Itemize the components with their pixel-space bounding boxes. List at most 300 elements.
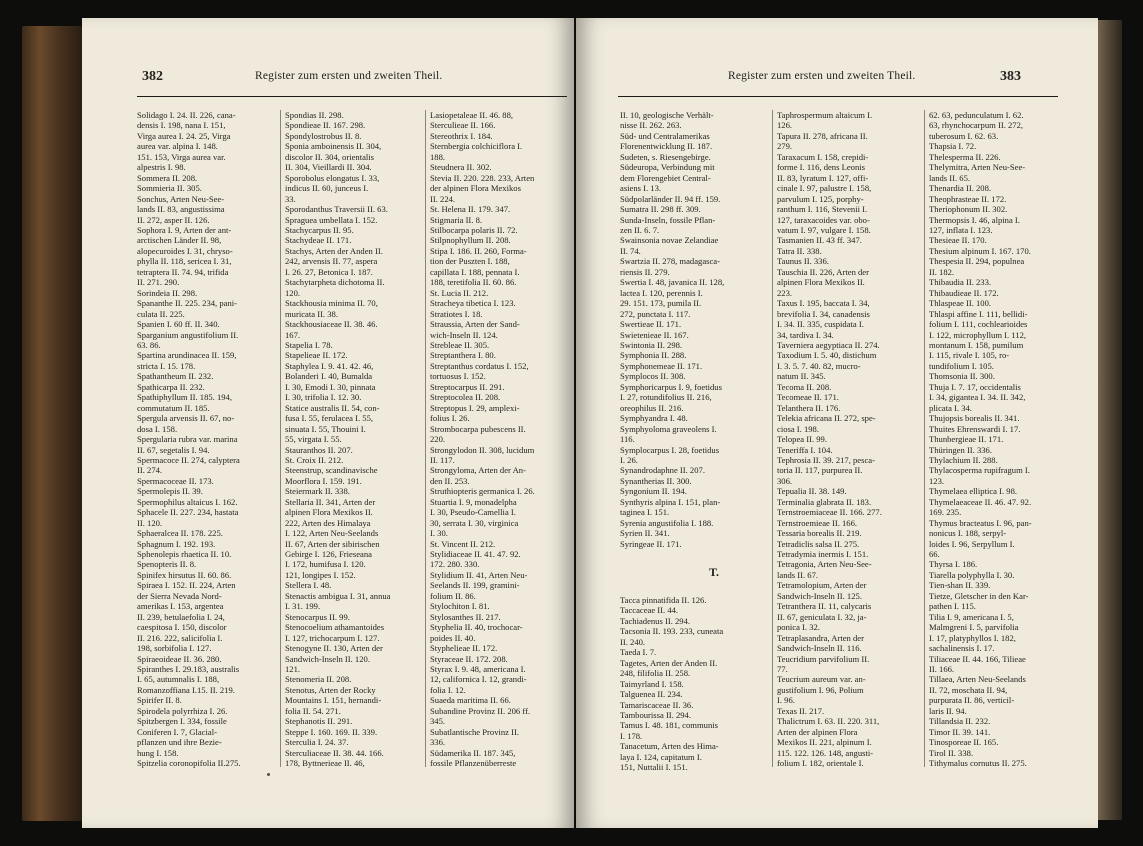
index-entry-line: Sterculieae II. 166. (430, 120, 496, 131)
index-entry-line: Sternbergia colchiciflora I. (430, 141, 523, 152)
index-entry-line: Spathantheum II. 232. (137, 371, 214, 382)
column-divider (280, 110, 281, 767)
index-entry-line: folium I. 111, cochlearioides (929, 319, 1028, 330)
index-entry-line: Stevia II. 220. 228. 233, Arten (430, 172, 535, 183)
index-entry-line: I. 26. (620, 454, 638, 465)
index-entry-line: laris II. 94. (929, 705, 967, 716)
index-entry-line: St. Vincent II. 212. (430, 538, 496, 549)
index-entry-line: nisse II. 262. 263. (620, 120, 682, 131)
index-entry-line: I. 127, trichocarpum I. 127. (285, 632, 380, 643)
index-entry-line: Streptanthera I. 80. (430, 350, 496, 361)
index-entry-line: I. 34. II. 335, cuspidata I. (777, 319, 864, 330)
index-entry-line: Stapelia I. 78. (285, 339, 333, 350)
index-entry-line: Stylidiaceae II. 41. 47. 92. (430, 549, 521, 560)
header-rule (137, 96, 567, 97)
index-entry-line: Stachycarpus II. 95. (285, 224, 354, 235)
index-entry-line: Malmgreni I. 5, parvifolia (929, 622, 1019, 633)
index-column-2 (777, 110, 919, 769)
index-entry-line: II. 166. (929, 664, 955, 675)
index-entry-line: Tacca pinnatifida II. 126. (620, 595, 707, 606)
header-rule (618, 96, 1058, 97)
index-entry-line: Thuites Ehrenswardi I. 17. (929, 423, 1021, 434)
index-entry-line: Spirodela polyrrhiza I. 26. (137, 705, 228, 716)
index-entry-line: 63. 86. (137, 339, 161, 350)
index-entry-line: 12, californica I. 12, grandi- (430, 674, 527, 685)
index-entry-line: I. 30, Pseudo-Camellia I. (430, 507, 516, 518)
index-entry-line: Suaeda maritima II. 66. (430, 695, 511, 706)
index-entry-line: Taraxacum I. 158, crepidi- (777, 151, 869, 162)
index-entry-line: I. 17, platyphyllos I. 182, (929, 632, 1016, 643)
index-entry-line: 34, tardiva I. 34. (777, 329, 834, 340)
column-divider (772, 110, 773, 767)
index-entry-line: Telekia africana II. 272, spe- (777, 413, 876, 424)
index-entry-line: Tecoma II. 208. (777, 381, 832, 392)
index-entry-line: sachalinensis I. 17. (929, 643, 995, 654)
index-entry-line: Gebirge I. 126, Frieseana (285, 549, 372, 560)
index-entry-line: Steenstrup, scandinavische (285, 465, 378, 476)
index-entry-line: vatum I. 97, vulgare I. 158. (777, 224, 871, 235)
index-entry-line: parvulum I. 125, porphy- (777, 193, 864, 204)
index-entry-line: 188, teretifolia II. 60. 86. (430, 277, 517, 288)
index-entry-line: Stauranthos II. 207. (285, 444, 353, 455)
index-entry-line: der alpinen Flora Mexikos (430, 183, 521, 194)
index-entry-line: Ternstroemiaceae II. 166. 277. (777, 507, 882, 518)
index-entry-line: cinale I. 97, palustre I. 158, (777, 183, 872, 194)
index-entry-line: 248, filifolia II. 258. (620, 668, 691, 679)
index-entry-line: Stenogyne II. 130, Arten der (285, 643, 383, 654)
index-entry-line: phylla II. 118, sericea I. 31, (137, 256, 232, 267)
index-entry-line: II. 83, lyratum I. 127, offi- (777, 172, 869, 183)
index-entry-line: Telopea II. 99. (777, 434, 827, 445)
index-entry-line: II. 239, betulaefolia I. 24, (137, 611, 225, 622)
index-entry-line: I. 30, trifolia I. 12. 30. (285, 392, 362, 403)
index-entry-line: Tamus I. 48. 181, communis (620, 720, 718, 731)
index-entry-line: Thunbergieae II. 171. (929, 434, 1004, 445)
index-entry-line: Timor II. 39. 141. (929, 726, 991, 737)
index-entry-line: Symphoricarpus I. 9, foetidus (620, 381, 722, 392)
index-entry-line: Spermolepis II. 39. (137, 486, 203, 497)
index-entry-line: 30, serrata I. 30, virginica (430, 517, 519, 528)
index-entry-line: II. 304, Vieillardi II. 304. (285, 162, 372, 173)
index-entry-line: Symplocos II. 308. (620, 371, 686, 382)
index-entry-line: Sandwich-Inseln II. 116. (777, 643, 862, 654)
index-entry-line: purpurata II. 86, verticil- (929, 695, 1015, 706)
index-entry-line: Tamariscaceae II. 36. (620, 699, 694, 710)
index-entry-line: Solidago I. 24. II. 226, cana- (137, 110, 236, 120)
index-entry-line: Styphelia II. 40, trochocar- (430, 622, 523, 633)
index-entry-line: Tithymalus cornutus II. 275. (929, 758, 1027, 769)
index-entry-line: II. 240. (620, 636, 646, 647)
index-entry-line: Swartzia II. 278, madagasca- (620, 256, 720, 267)
index-entry-line: II. 74. (620, 245, 641, 256)
index-entry-line: Lasiopetaleae II. 46. 88, (430, 110, 514, 120)
index-entry-line: Styphelieae II. 172. (430, 643, 498, 654)
index-entry-line: Stilpnophyllum II. 208. (430, 235, 511, 246)
index-entry-line: 29. 151. 173, pumila II. (620, 298, 702, 309)
index-entry-line: Sudeten, s. Riesengebirge. (620, 151, 711, 162)
index-entry-line: Sphenolepis rhaetica II. 10. (137, 549, 232, 560)
index-entry-line: Taunus II. 336. (777, 256, 829, 267)
index-column-1 (620, 110, 768, 773)
index-entry-line: gustifolium I. 96, Polium (777, 684, 864, 695)
index-entry-line: I. 96. (777, 695, 795, 706)
index-entry-line: Statice australis II. 54, con- (285, 402, 380, 413)
index-entry-line: caespitosa I. 150, discolor (137, 622, 227, 633)
index-entry-line: Streptocolea II. 208. (430, 392, 501, 403)
index-entry-line: Spathiphyllum II. 185. 194, (137, 392, 233, 403)
index-entry-line: Thymelaeaceae II. 46. 47. 92. (929, 496, 1032, 507)
index-entry-line: Streptanthus cordatus I. 152, (430, 360, 529, 371)
index-entry-line: Tepualia II. 38. 149. (777, 486, 847, 497)
index-entry-line: Styraceae II. 172. 208. (430, 653, 508, 664)
index-entry-line: laya I. 124, capitatum I. (620, 751, 702, 762)
index-entry-line: stricta I. 15. 178. (137, 360, 196, 371)
index-entry-line: der Sierra Nevada Nord- (137, 590, 222, 601)
index-entry-line: 115. 122. 126. 148, angusti- (777, 747, 874, 758)
index-entry-line: Thlaspeae II. 100. (929, 298, 992, 309)
index-entry-line: Spiraeoideae II. 36. 280. (137, 653, 222, 664)
index-entry-line: Tecomeae II. 171. (777, 392, 839, 403)
index-entry-line: Stigmaria II. 8. (430, 214, 483, 225)
index-entry-line: Synantherias II. 300. (620, 475, 692, 486)
section-gap (620, 581, 768, 595)
index-entry-line: Spananthe II. 225. 234, pani- (137, 298, 237, 309)
index-entry-line: 126. (777, 120, 793, 131)
index-entry-line: discolor II. 304, orientalis (285, 151, 375, 162)
index-entry-line: II. 67, segetalis I. 94. (137, 444, 210, 455)
index-entry-line: folius I. 26. (430, 413, 470, 424)
index-entry-line: St. Lucia II. 212. (430, 287, 489, 298)
index-entry-line: Spitzelia coronopifolia II.275. (137, 758, 241, 769)
index-entry-line: muricata II. 38. (285, 308, 338, 319)
section-letter: T. (708, 565, 720, 580)
index-entry-line: plicata I. 34. (929, 402, 972, 413)
index-entry-line: Spiranthes I. 29.183, australis (137, 664, 240, 675)
index-entry-line: Sommieria II. 305. (137, 183, 202, 194)
index-entry-line: Tiarella polyphylla I. 30. (929, 569, 1015, 580)
index-entry-line: I. 3. 5. 7. 40. 82, mucro- (777, 360, 861, 371)
index-entry-line: Theriophonum II. 302. (929, 204, 1008, 215)
column-divider (924, 110, 925, 767)
index-entry-line: Sterculiaceae II. 38. 44. 166. (285, 747, 384, 758)
index-entry-line: pathen I. 115. (929, 601, 976, 612)
index-entry-line: Sphacele II. 227. 234, hastata (137, 507, 239, 518)
index-entry-line: Sumatra II. 298 ff. 309. (620, 204, 701, 215)
index-entry-line: Struthiopteris germanica I. 26. (430, 486, 535, 497)
index-entry-line: Thesieae II. 170. (929, 235, 987, 246)
index-entry-line: Tetragonia, Arten Neu-See- (777, 559, 872, 570)
index-entry-line: Stephanotis II. 291. (285, 716, 353, 727)
index-entry-line: Spitzbergen I. 334, fossile (137, 716, 227, 727)
index-entry-line: 222, Arten des Himalaya (285, 517, 371, 528)
left-page (82, 18, 574, 828)
index-entry-line: ranthum I. 116, Stevenii I. (777, 204, 868, 215)
index-entry-line: II. 67, geniculata I. 32, ja- (777, 611, 867, 622)
index-entry-line: II. 224. (430, 193, 456, 204)
index-entry-line: Tapura II. 278, africana II. (777, 130, 868, 141)
index-entry-line: ponica I. 32. (777, 622, 820, 633)
index-entry-line: Swertieae II. 171. (620, 319, 682, 330)
index-entry-line: 121. (285, 664, 301, 675)
index-entry-line: Synthyris alpina I. 151, plan- (620, 496, 721, 507)
index-entry-line: lands II. 67. (777, 569, 819, 580)
index-entry-line: alopecuroides I. 31, chryso- (137, 245, 233, 256)
index-entry-line: Seelands II. 199, gramini- (430, 580, 520, 591)
index-entry-line: Strongyloma, Arten der An- (430, 465, 526, 476)
index-entry-line: Romanzoffiana I.15. II. 219. (137, 684, 235, 695)
index-entry-line: Tetradiclis salsa II. 275. (777, 538, 860, 549)
index-entry-line: Syngonium II. 194. (620, 486, 687, 497)
index-entry-line: Stachys, Arten der Anden II. (285, 245, 383, 256)
index-entry-line: I. 34, gigantea I. 34. II. 342, (929, 392, 1026, 403)
index-entry-line: 242, arvensis II. 77, aspera (285, 256, 378, 267)
index-column-3 (430, 110, 568, 769)
index-entry-line: tuberosum I. 62. 63. (929, 130, 999, 141)
index-entry-line: Tacsonia II. 193. 233, cuneata (620, 626, 724, 637)
index-entry-line: Thylachium II. 288. (929, 454, 998, 465)
index-entry-line: Taimyrland I. 158. (620, 678, 684, 689)
section-gap (620, 549, 768, 563)
index-entry-line: Stereothrix I. 184. (430, 130, 493, 141)
index-entry-line: Sonchus, Arten Neu-See- (137, 193, 225, 204)
index-entry-line: II. 10, geologische Verhält- (620, 110, 714, 120)
index-entry-line: Thesium alpinum I. 167. 170. (929, 245, 1031, 256)
index-entry-line: Mountains I. 151, hernandi- (285, 695, 382, 706)
index-entry-line: commutatum II. 185. (137, 402, 210, 413)
index-column-2 (285, 110, 423, 769)
index-entry-line: arctischen Länder II. 98, (137, 235, 222, 246)
index-entry-line: Stracheya tibetica I. 123. (430, 298, 516, 309)
index-entry-line: Symphonemeae II. 171. (620, 360, 703, 371)
index-entry-line: Thylacospermа rupifragum I. (929, 465, 1030, 476)
index-entry-line: 66. (929, 549, 940, 560)
index-entry-line: den II. 253. (430, 475, 470, 486)
index-entry-line: Süd- und Centralamerikas (620, 130, 710, 141)
index-entry-line: I. 115, rivale I. 105, ro- (929, 350, 1010, 361)
index-entry-line: Tiliaceae II. 44. 166, Tilieae (929, 653, 1026, 664)
running-header: Register zum ersten und zweiten Theil. (728, 70, 916, 82)
index-entry-line: I. 26. 27, Betonica I. 187. (285, 266, 373, 277)
index-entry-line: I. 30. (430, 528, 448, 539)
index-entry-line: Spanien I. 60 ff. II. 340. (137, 319, 220, 330)
index-entry-line: folia II. 54. 271. (285, 705, 341, 716)
index-entry-line: St. Helena II. 179. 347. (430, 204, 511, 215)
index-entry-line: alpestris I. 98. (137, 162, 186, 173)
paper-mark (267, 773, 270, 776)
index-entry-line: montanum I. 158, pumilum (929, 339, 1024, 350)
index-entry-line: 223. (777, 287, 793, 298)
index-entry-line: Stackhousiaceae II. 38. 46. (285, 319, 378, 330)
index-entry-line: Spirifer II. 8. (137, 695, 182, 706)
index-entry-line: Spergula arvensis II. 67, no- (137, 413, 235, 424)
index-entry-line: Tessaria borealis II. 219. (777, 528, 862, 539)
index-entry-line: Südamerika II. 187. 345, (430, 747, 516, 758)
book-edge-right (1096, 20, 1122, 820)
index-entry-line: Stapelieae II. 172. (285, 350, 348, 361)
index-entry-line: poides II. 40. (430, 632, 476, 643)
index-entry-line: Coniferen I. 7, Glacial- (137, 726, 217, 737)
index-entry-line: alpinen Flora Mexikos II. (777, 277, 865, 288)
index-entry-line: dem Florengebiet Central- (620, 172, 711, 183)
index-entry-line: riensis II. 279. (620, 266, 670, 277)
index-entry-line: Stellaria II. 341, Arten der (285, 496, 376, 507)
index-entry-line: 167. (285, 329, 301, 340)
index-entry-line: Teneriffa I. 104. (777, 444, 833, 455)
index-entry-line: Subatlantische Provinz II. (430, 726, 520, 737)
index-entry-line: Swainsonia novae Zelandiae (620, 235, 719, 246)
index-entry-line: Telanthera II. 176. (777, 402, 841, 413)
index-entry-line: Tien-shan II. 339. (929, 580, 991, 591)
index-entry-line: Thymus bracteatus I. 96, pan- (929, 517, 1032, 528)
index-entry-line: Spondylostrobus II. 8. (285, 130, 362, 141)
index-column-3 (929, 110, 1075, 769)
index-entry-line: Straussia, Arten der Sand- (430, 319, 520, 330)
index-entry-line: Taxodium I. 5. 40, distichum (777, 350, 877, 361)
index-entry-line: Tetraplasandra, Arten der (777, 632, 864, 643)
index-entry-line: Spenopteris II. 8. (137, 559, 197, 570)
index-entry-line: folium I. 182, orientale I. (777, 758, 864, 769)
index-entry-line: zen II. 6. 7. (620, 224, 660, 235)
index-entry-line: Tauschia II. 226, Arten der (777, 266, 869, 277)
index-entry-line: tundifolium I. 105. (929, 360, 994, 371)
index-entry-line: 272, punctata I. 117. (620, 308, 691, 319)
index-entry-line: II. 72, moschata II. 94, (929, 684, 1008, 695)
index-entry-line: 55, virgata I. 55. (285, 434, 342, 445)
index-entry-line: Taphrospermum altaicum I. (777, 110, 873, 120)
index-entry-line: 220. (430, 434, 446, 445)
index-entry-line: Styrax I. 9. 48, americana I. (430, 664, 526, 675)
index-entry-line: Florenentwicklung II. 187. (620, 141, 713, 152)
index-entry-line: 33. (285, 193, 296, 204)
index-entry-line: Tetranthera II. 11, calycaris (777, 601, 872, 612)
index-entry-line: Syrien II. 341. (620, 528, 670, 539)
index-entry-line: Syringeae II. 171. (620, 538, 682, 549)
index-entry-line: Spergularia rubra var. marina (137, 434, 238, 445)
index-entry-line: Stenomeria II. 208. (285, 674, 352, 685)
index-entry-line: 172. 280. 330. (430, 559, 480, 570)
index-entry-line: lactea I. 120, perennis I. (620, 287, 703, 298)
index-entry-line: Steppe I. 160. 169. II. 339. (285, 726, 378, 737)
index-entry-line: Spinifex hirsutus II. 60. 86. (137, 569, 232, 580)
index-entry-line: I. 122, microphyllum I. 112, (929, 329, 1027, 340)
index-entry-line: tetraptera II. 74. 94, trifida (137, 266, 229, 277)
index-entry-line: 198, sorbifolia I. 127. (137, 643, 212, 654)
index-entry-line: Symphonia II. 288. (620, 350, 687, 361)
index-entry-line: 306. (777, 475, 793, 486)
index-entry-line: 116. (620, 434, 635, 445)
index-entry-line: 62. 63, pedunculatum I. 62. (929, 110, 1024, 120)
index-entry-line: indicus II. 60, junceus I. (285, 183, 369, 194)
index-entry-line: Thespesia II. 294, populnea (929, 256, 1025, 267)
index-entry-line: Virga aurea I. 24. 25, Virga (137, 130, 231, 141)
index-entry-line: Terminalia glabrata II. 183. (777, 496, 872, 507)
index-entry-line: II. 274. (137, 465, 163, 476)
right-page (576, 18, 1098, 828)
index-entry-line: Staphylea I. 9. 41. 42. 46, (285, 360, 374, 371)
index-entry-line: Stratiotes I. 18. (430, 308, 483, 319)
index-entry-line: Steiermark II. 338. (285, 486, 350, 497)
index-entry-line: II. 120. (137, 517, 163, 528)
index-entry-line: 121, longipes I. 152. (285, 569, 356, 580)
index-entry-line: Thapsia I. 72. (929, 141, 977, 152)
book-spine-left (22, 26, 82, 821)
index-entry-line: hung I. 158. (137, 747, 179, 758)
index-entry-line: Teucridium parvifolium II. (777, 653, 870, 664)
index-entry-line: asiens I. 13. (620, 183, 662, 194)
index-entry-line: Stipa I. 186. II. 260, Forma- (430, 245, 527, 256)
index-entry-line: Sparganium angustifolium II. (137, 329, 239, 340)
index-entry-line: Thyrsa I. 186. (929, 559, 978, 570)
index-entry-line: Sterculia I. 24. 37. (285, 737, 349, 748)
index-entry-line: Tephrosia II. 39. 217, pesca- (777, 454, 875, 465)
index-entry-line: Thymelaea elliptica I. 98. (929, 486, 1018, 497)
index-entry-line: Stilbocarpa polaris II. 72. (430, 224, 518, 235)
index-entry-line: Stachydeae II. 171. (285, 235, 352, 246)
index-entry-line: 345. (430, 716, 446, 727)
index-entry-line: Tillaea, Arten Neu-Seelands (929, 674, 1026, 685)
index-entry-line: Tirol II. 338. (929, 747, 974, 758)
index-entry-line: Moorflora I. 159. 191. (285, 475, 362, 486)
index-entry-line: Thlaspi affine I. 111, bellidi- (929, 308, 1028, 319)
index-entry-line: St. Croix II. 212. (285, 454, 344, 465)
index-entry-line: alpinen Flora Mexikos II. (285, 507, 373, 518)
index-entry-line: Spraguea umbellata I. 152. (285, 214, 378, 225)
index-entry-line: Swietenieae II. 167. (620, 329, 689, 340)
index-entry-line: Tachiadenus II. 294. (620, 615, 691, 626)
index-entry-line: Steudnera II. 302. (430, 162, 492, 173)
index-entry-line: Thibaudia II. 233. (929, 277, 992, 288)
index-entry-line: Sporodanthus Traversii II. 63. (285, 204, 388, 215)
index-entry-line: Thujopsis borealis II. 341. (929, 413, 1020, 424)
index-entry-line: Stellera I. 48. (285, 580, 332, 591)
index-entry-line: Thalictrum I. 63. II. 220. 311, (777, 716, 880, 727)
index-entry-line: pflanzen und ihre Bezie- (137, 737, 222, 748)
index-entry-line: Tietze, Gletscher in den Kar- (929, 590, 1029, 601)
index-entry-line: Tanacetum, Arten des Hima- (620, 741, 719, 752)
index-entry-line: Tambourissa II. 294. (620, 710, 691, 721)
index-entry-line: Thüringen II. 336. (929, 444, 993, 455)
index-entry-line: loides I. 96, Serpyllum I. (929, 538, 1015, 549)
index-entry-line: dosa I. 158. (137, 423, 178, 434)
index-entry-line: Tinosporeae II. 165. (929, 737, 999, 748)
index-entry-line: Tasmanien II. 43 ff. 347. (777, 235, 862, 246)
index-entry-line: wich-Inseln II. 124. (430, 329, 498, 340)
index-entry-line: Stuartia I. 9, monadelpha (430, 496, 517, 507)
index-entry-line: taginea I. 151. (620, 507, 670, 518)
index-entry-line: Sponia amboinensis II. 304, (285, 141, 382, 152)
index-entry-line: Talguenea II. 234. (620, 689, 683, 700)
index-entry-line: I. 178. (620, 730, 643, 741)
index-entry-line: Stylosanthes II. 217. (430, 611, 501, 622)
index-entry-line: Thelesperma II. 226. (929, 151, 1001, 162)
index-entry-line: Spathicarpa II. 232. (137, 381, 205, 392)
index-entry-line: I. 27, rotundifolius II. 216, (620, 392, 712, 403)
index-entry-line: Stachytarpheta dichotoma II. (285, 277, 385, 288)
index-entry-line: I. 65, autumnalis I. 188, (137, 674, 220, 685)
index-entry-line: Arten der alpinen Flora (777, 726, 858, 737)
index-entry-line: I. 172, humifusa I. 120. (285, 559, 366, 570)
index-entry-line: Stylidium II. 41, Arten Neu- (430, 569, 528, 580)
index-entry-line: Stenocarpus II. 99. (285, 611, 350, 622)
index-entry-line: capillata I. 188, pennata I. (430, 266, 520, 277)
index-entry-line: Subandine Provinz II. 206 ff. (430, 705, 531, 716)
index-entry-line: II. 117. (430, 454, 455, 465)
index-entry-line: 63, rhynchocarpum II. 272, (929, 120, 1024, 131)
index-entry-line: Swintonia II. 298. (620, 339, 683, 350)
index-entry-line: Taeda I. 7. (620, 647, 657, 658)
index-entry-line: 120. (285, 287, 301, 298)
index-entry-line: 151, Nuttalii I. 151. (620, 762, 688, 773)
